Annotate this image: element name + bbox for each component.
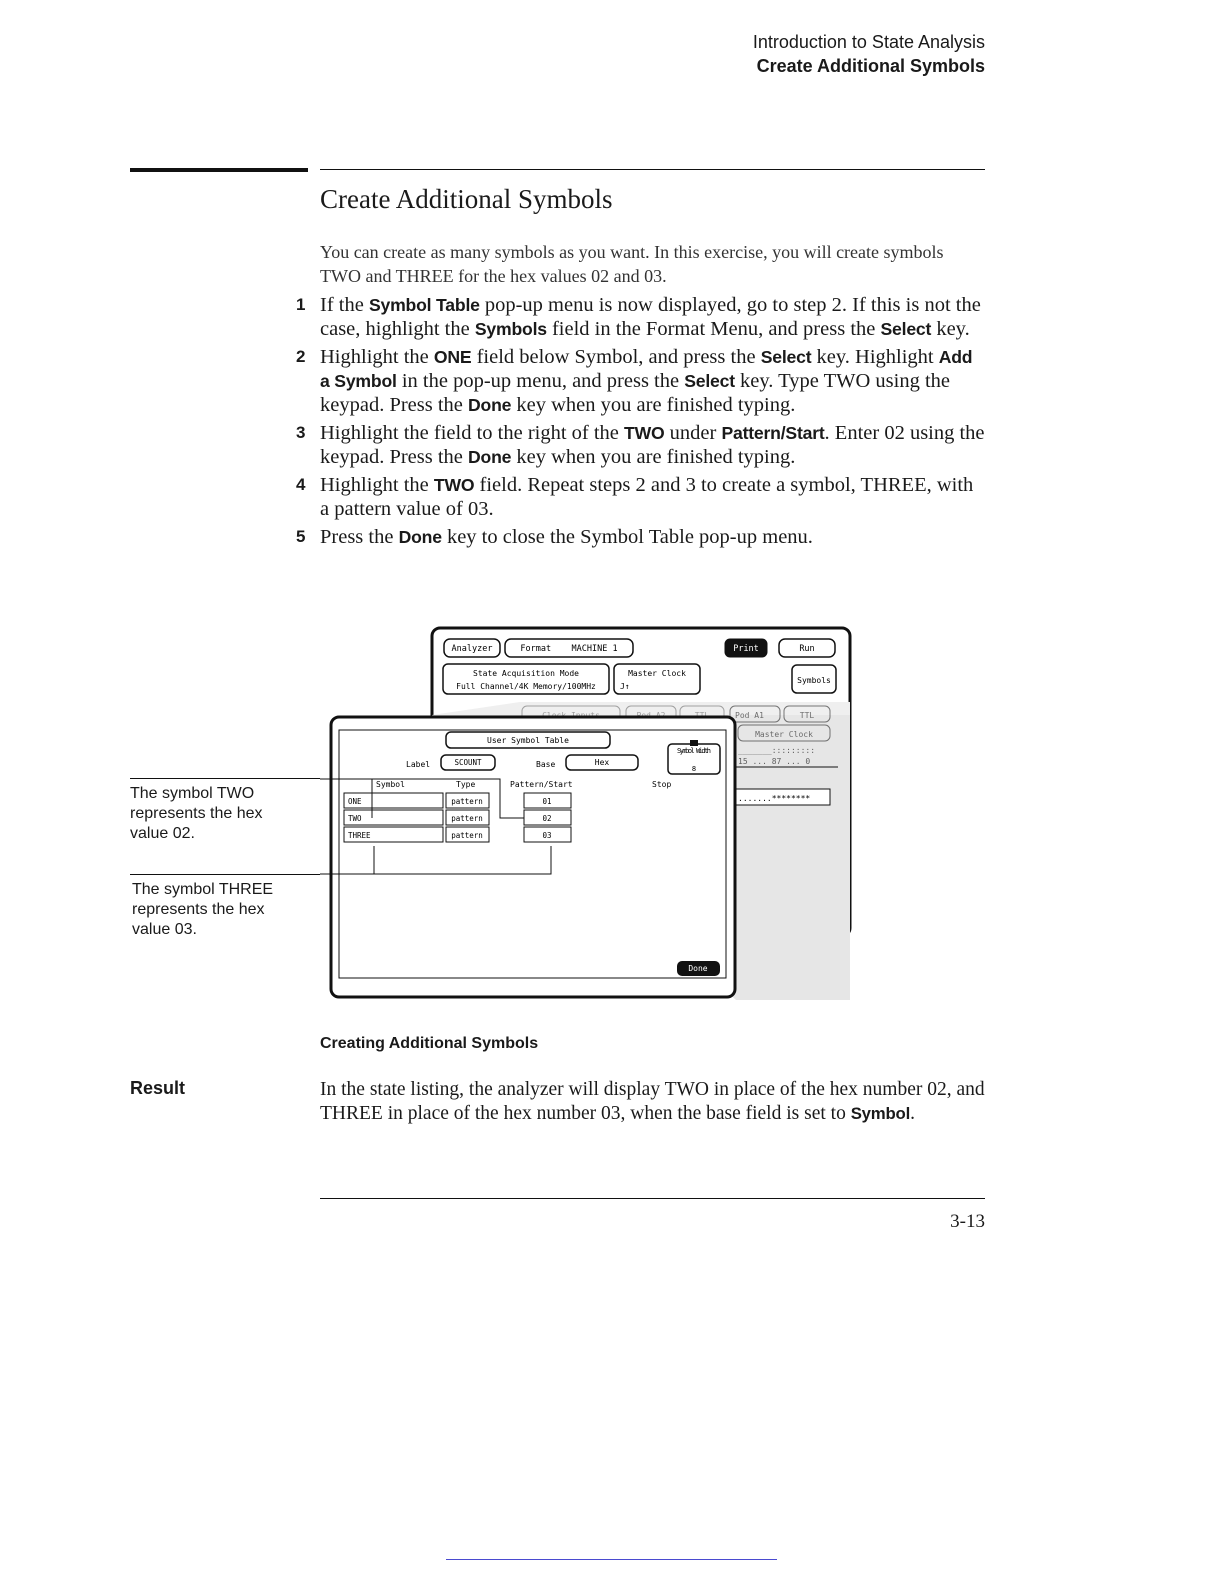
section-rule-thick xyxy=(130,168,308,172)
step-4: 4 Highlight the TWO field. Repeat steps 2 and 3 to create a symbol, THREE, with a pattern value of 03. xyxy=(296,474,974,520)
step-2: 2 Highlight the ONE field below Symbol, and press the Select key. Highlight Add a Symbol in the pop-up menu, and press the Select key. Type TWO using the keypad. Press the Done key when you are finished typing. xyxy=(296,346,973,416)
pattern-cell: 01 xyxy=(542,797,552,806)
chapter-title: Introduction to State Analysis xyxy=(752,32,985,52)
svg-text:Symbols: Symbols xyxy=(797,676,831,685)
running-header xyxy=(753,30,985,78)
footer-link-underline[interactable] xyxy=(446,1559,777,1560)
bit-range: 15 ... 87 ... 0 xyxy=(738,757,811,766)
table-row[interactable] xyxy=(344,810,571,825)
svg-text:Done: Done xyxy=(688,964,708,973)
symbol-width-field[interactable] xyxy=(668,740,720,774)
svg-text:Full Channel/4K Memory/100MHz: Full Channel/4K Memory/100MHz xyxy=(456,682,596,691)
step-number: 2 xyxy=(296,347,306,366)
step-3: 3 Highlight the field to the right of the TWO under Pattern/Start. Enter 02 using the keypad. Press the Done key when you are finished typing. xyxy=(296,422,985,468)
label-caption: Label xyxy=(406,760,431,769)
user-symbol-table-popup xyxy=(331,717,735,997)
step-list xyxy=(296,293,986,553)
step-number: 4 xyxy=(296,475,306,494)
base-caption: Base xyxy=(536,760,556,769)
print-button[interactable] xyxy=(725,639,767,657)
svg-text:TTL: TTL xyxy=(799,711,815,720)
section-rule-thin xyxy=(320,169,985,170)
callout-two: The symbol TWO represents the hex value 02. xyxy=(130,785,263,842)
label-field[interactable] xyxy=(441,755,495,770)
step-number: 5 xyxy=(296,527,306,546)
svg-text:Master Clock: Master Clock xyxy=(628,669,686,678)
svg-text:Master Clock: Master Clock xyxy=(755,730,813,739)
pattern-cell: 03 xyxy=(542,831,552,840)
done-button[interactable] xyxy=(677,961,720,976)
section-header: Create Additional Symbols xyxy=(756,56,985,76)
type-cell: pattern xyxy=(451,831,483,840)
acquisition-mode-field[interactable] xyxy=(443,664,609,694)
master-clock-field[interactable] xyxy=(614,664,700,694)
analyzer-screen-figure xyxy=(320,620,860,1010)
svg-text:State Acquisition Mode: State Acquisition Mode xyxy=(473,669,579,678)
bit-pattern: .......******** xyxy=(738,794,811,803)
footer-rule xyxy=(320,1198,985,1199)
step-number: 3 xyxy=(296,423,306,442)
type-cell: pattern xyxy=(451,797,483,806)
column-header: Type xyxy=(456,780,476,789)
analyzer-field[interactable] xyxy=(444,639,500,657)
section-title: Create Additional Symbols xyxy=(320,184,613,214)
step-1: 1 If the Symbol Table pop-up menu is now displayed, go to step 2. If this is not the case, highlight the Symbols field in the Format Menu, and press the Select key. xyxy=(296,294,981,340)
symbols-field[interactable] xyxy=(792,665,836,693)
table-row[interactable] xyxy=(344,793,571,808)
run-button[interactable] xyxy=(779,639,835,657)
page-number: 3-13 xyxy=(950,1211,985,1232)
svg-text:Pod A1: Pod A1 xyxy=(735,711,764,720)
svg-text:SCOUNT: SCOUNT xyxy=(454,758,482,767)
pattern-cell: 02 xyxy=(542,814,552,823)
callout-three: The symbol THREE represents the hex value 03. xyxy=(132,881,274,938)
bit-marks: _______::::::::: xyxy=(738,746,816,755)
svg-text:Print: Print xyxy=(733,644,759,654)
symbol-cell: THREE xyxy=(348,831,371,840)
svg-text:Format MACHINE 1: Format MACHINE 1 xyxy=(520,644,618,654)
step-number: 1 xyxy=(296,295,306,314)
svg-text:Hex: Hex xyxy=(594,758,610,767)
format-machine-field[interactable] xyxy=(505,639,633,657)
table-row[interactable] xyxy=(344,827,571,842)
svg-text:Symbol Width: Symbol Width xyxy=(677,747,711,755)
svg-text:Run: Run xyxy=(799,644,815,654)
svg-text:Analyzer: Analyzer xyxy=(451,644,493,654)
result-label: Result xyxy=(130,1078,186,1098)
callout-two-rule xyxy=(130,778,320,779)
svg-text:8: 8 xyxy=(691,765,697,773)
type-cell: pattern xyxy=(451,814,483,823)
symbol-cell: TWO xyxy=(348,814,362,823)
symbol-cell: ONE xyxy=(348,797,362,806)
base-field[interactable] xyxy=(566,755,638,770)
column-header: Symbol xyxy=(376,780,405,789)
figure-caption: Creating Additional Symbols xyxy=(320,1035,539,1052)
callout-three-rule xyxy=(130,874,320,875)
intro-paragraph: You can create as many symbols as you want. In this exercise, you will create symbols TWO and THREE for the hex values 02 and 03. xyxy=(320,242,944,286)
svg-text:J↑: J↑ xyxy=(620,682,630,691)
column-header: Stop xyxy=(652,780,672,789)
result-text: In the state listing, the analyzer will display TWO in place of the hex number 02, and THREE in place of the hex number 03, when the base field is set to Symbol. xyxy=(320,1079,985,1124)
column-header: Pattern/Start xyxy=(510,780,573,789)
step-5: 5 Press the Done key to close the Symbol Table pop-up menu. xyxy=(296,526,813,548)
popup-title: User Symbol Table xyxy=(487,736,569,745)
